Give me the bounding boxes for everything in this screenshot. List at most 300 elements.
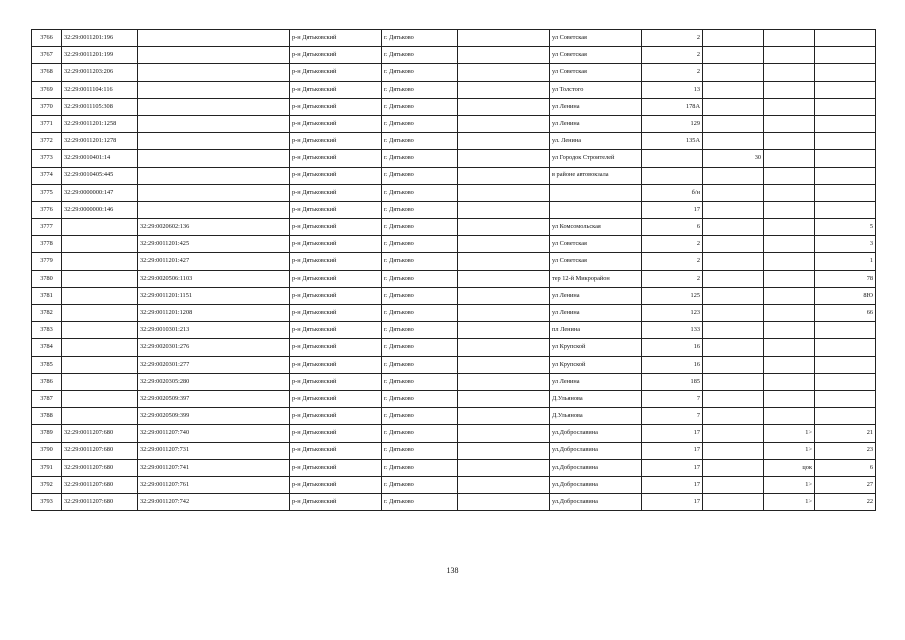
table-row	[32, 64, 876, 81]
cadastral-number-cell	[62, 322, 138, 339]
district-cell: р-н Дятьковский	[290, 356, 382, 373]
building-cell	[703, 47, 764, 64]
house-number-cell: 135А	[642, 133, 703, 150]
district-cell: р-н Дятьковский	[290, 305, 382, 322]
street-cell: Д.Ульянова	[550, 390, 642, 407]
city-cell: г. Дятьково	[382, 305, 458, 322]
street-cell: ул Комсомольская	[550, 219, 642, 236]
row-number-cell: 3779	[32, 253, 62, 270]
object-cadastral-number-cell: 32:29:0011207:742	[138, 494, 290, 511]
cadastral-number-cell	[62, 270, 138, 287]
street-cell: ул Городок Строителей	[550, 150, 642, 167]
street-cell: ул.Доброславина	[550, 442, 642, 459]
street-cell	[550, 184, 642, 201]
blank-cell	[458, 459, 550, 476]
street-cell: ул Крупской	[550, 339, 642, 356]
building-cell	[703, 305, 764, 322]
street-cell: ул Ленина	[550, 115, 642, 132]
apartment-number-cell	[815, 81, 876, 98]
registry-table	[31, 29, 876, 511]
table-row	[32, 115, 876, 132]
row-number-cell: 3773	[32, 150, 62, 167]
street-cell: ул Советская	[550, 30, 642, 47]
district-cell: р-н Дятьковский	[290, 133, 382, 150]
cadastral-number-cell	[62, 236, 138, 253]
building-cell	[703, 98, 764, 115]
object-cadastral-number-cell	[138, 201, 290, 218]
row-number-cell: 3789	[32, 425, 62, 442]
table-row	[32, 339, 876, 356]
building-cell	[703, 236, 764, 253]
row-number-cell: 3778	[32, 236, 62, 253]
building-cell	[703, 390, 764, 407]
house-number-cell: 2	[642, 64, 703, 81]
street-cell: ул Крупской	[550, 356, 642, 373]
table-row	[32, 408, 876, 425]
cadastral-number-cell: 32:29:0011207:680	[62, 442, 138, 459]
apartment-number-cell	[815, 356, 876, 373]
building-cell	[703, 270, 764, 287]
street-cell: Д.Ульянова	[550, 408, 642, 425]
cadastral-number-cell	[62, 408, 138, 425]
city-cell: г. Дятьково	[382, 30, 458, 47]
district-cell: р-н Дятьковский	[290, 253, 382, 270]
cadastral-number-cell: 32:29:0010401:14	[62, 150, 138, 167]
table-row	[32, 150, 876, 167]
object-cadastral-number-cell: 32:29:0011201:425	[138, 236, 290, 253]
table-row	[32, 236, 876, 253]
city-cell: г. Дятьково	[382, 115, 458, 132]
cadastral-number-cell	[62, 373, 138, 390]
blank-cell	[458, 494, 550, 511]
city-cell: г. Дятьково	[382, 219, 458, 236]
floor-cell	[764, 270, 815, 287]
street-cell: ул Толстого	[550, 81, 642, 98]
blank-cell	[458, 115, 550, 132]
floor-cell	[764, 236, 815, 253]
cadastral-number-cell	[62, 356, 138, 373]
city-cell: г. Дятьково	[382, 494, 458, 511]
building-cell	[703, 339, 764, 356]
apartment-number-cell	[815, 322, 876, 339]
building-cell	[703, 64, 764, 81]
object-cadastral-number-cell: 32:29:0011207:761	[138, 476, 290, 493]
cadastral-number-cell: 32:29:0000000:147	[62, 184, 138, 201]
house-number-cell: 13	[642, 81, 703, 98]
object-cadastral-number-cell: 32:29:0020509:397	[138, 390, 290, 407]
apartment-number-cell: 6	[815, 459, 876, 476]
cadastral-number-cell: 32:29:0011201:1278	[62, 133, 138, 150]
building-cell	[703, 408, 764, 425]
building-cell	[703, 253, 764, 270]
object-cadastral-number-cell: 32:29:0011207:741	[138, 459, 290, 476]
blank-cell	[458, 408, 550, 425]
table-row	[32, 184, 876, 201]
object-cadastral-number-cell	[138, 133, 290, 150]
street-cell: ул Ленина	[550, 98, 642, 115]
building-cell	[703, 442, 764, 459]
table-row	[32, 219, 876, 236]
city-cell: г. Дятьково	[382, 253, 458, 270]
apartment-number-cell: 5	[815, 219, 876, 236]
street-cell	[550, 201, 642, 218]
floor-cell	[764, 167, 815, 184]
street-cell: ул.Доброславина	[550, 425, 642, 442]
apartment-number-cell	[815, 30, 876, 47]
city-cell: г. Дятьково	[382, 270, 458, 287]
district-cell: р-н Дятьковский	[290, 442, 382, 459]
table-row	[32, 253, 876, 270]
city-cell: г. Дятьково	[382, 287, 458, 304]
blank-cell	[458, 150, 550, 167]
city-cell: г. Дятьково	[382, 459, 458, 476]
object-cadastral-number-cell	[138, 81, 290, 98]
house-number-cell	[642, 150, 703, 167]
cadastral-number-cell: 32:29:0011104:116	[62, 81, 138, 98]
house-number-cell: 7	[642, 390, 703, 407]
object-cadastral-number-cell	[138, 150, 290, 167]
table-row	[32, 494, 876, 511]
table-row	[32, 133, 876, 150]
blank-cell	[458, 476, 550, 493]
cadastral-number-cell: 32:29:0011207:680	[62, 459, 138, 476]
district-cell: р-н Дятьковский	[290, 494, 382, 511]
building-cell	[703, 184, 764, 201]
table-row	[32, 442, 876, 459]
object-cadastral-number-cell	[138, 184, 290, 201]
building-cell	[703, 81, 764, 98]
apartment-number-cell	[815, 390, 876, 407]
blank-cell	[458, 425, 550, 442]
house-number-cell: б/н	[642, 184, 703, 201]
blank-cell	[458, 167, 550, 184]
floor-cell: 1>	[764, 494, 815, 511]
building-cell	[703, 494, 764, 511]
row-number-cell: 3771	[32, 115, 62, 132]
building-cell	[703, 322, 764, 339]
object-cadastral-number-cell: 32:29:0010301:213	[138, 322, 290, 339]
city-cell: г. Дятьково	[382, 390, 458, 407]
blank-cell	[458, 47, 550, 64]
house-number-cell: 178А	[642, 98, 703, 115]
street-cell: ул Ленина	[550, 305, 642, 322]
apartment-number-cell: 8Ю	[815, 287, 876, 304]
object-cadastral-number-cell: 32:29:0011207:740	[138, 425, 290, 442]
district-cell: р-н Дятьковский	[290, 322, 382, 339]
cadastral-number-cell: 32:29:0011207:680	[62, 425, 138, 442]
table-row	[32, 98, 876, 115]
row-number-cell: 3776	[32, 201, 62, 218]
object-cadastral-number-cell: 32:29:0020305:280	[138, 373, 290, 390]
blank-cell	[458, 442, 550, 459]
district-cell: р-н Дятьковский	[290, 425, 382, 442]
apartment-number-cell: 27	[815, 476, 876, 493]
apartment-number-cell	[815, 201, 876, 218]
house-number-cell: 17	[642, 201, 703, 218]
floor-cell	[764, 373, 815, 390]
blank-cell	[458, 98, 550, 115]
floor-cell	[764, 408, 815, 425]
cadastral-number-cell	[62, 219, 138, 236]
house-number-cell: 17	[642, 494, 703, 511]
object-cadastral-number-cell: 32:29:0011201:1151	[138, 287, 290, 304]
apartment-number-cell	[815, 339, 876, 356]
blank-cell	[458, 30, 550, 47]
object-cadastral-number-cell: 32:29:0020602:136	[138, 219, 290, 236]
city-cell: г. Дятьково	[382, 373, 458, 390]
cadastral-number-cell	[62, 305, 138, 322]
object-cadastral-number-cell: 32:29:0020509:399	[138, 408, 290, 425]
object-cadastral-number-cell	[138, 47, 290, 64]
city-cell: г. Дятьково	[382, 356, 458, 373]
cadastral-number-cell: 32:29:0011203:206	[62, 64, 138, 81]
apartment-number-cell	[815, 150, 876, 167]
apartment-number-cell: 22	[815, 494, 876, 511]
house-number-cell: 16	[642, 339, 703, 356]
object-cadastral-number-cell: 32:29:0011207:731	[138, 442, 290, 459]
district-cell: р-н Дятьковский	[290, 373, 382, 390]
cadastral-number-cell: 32:29:0011207:680	[62, 494, 138, 511]
blank-cell	[458, 236, 550, 253]
apartment-number-cell: 3	[815, 236, 876, 253]
row-number-cell: 3791	[32, 459, 62, 476]
district-cell: р-н Дятьковский	[290, 64, 382, 81]
street-cell: ул Ленина	[550, 373, 642, 390]
building-cell	[703, 373, 764, 390]
district-cell: р-н Дятьковский	[290, 287, 382, 304]
object-cadastral-number-cell	[138, 64, 290, 81]
page-number: 138	[446, 566, 459, 575]
city-cell: г. Дятьково	[382, 150, 458, 167]
row-number-cell: 3774	[32, 167, 62, 184]
street-cell: ул.Доброславина	[550, 494, 642, 511]
apartment-number-cell	[815, 373, 876, 390]
street-cell: ул.Доброславина	[550, 459, 642, 476]
table-row	[32, 322, 876, 339]
table-row	[32, 373, 876, 390]
street-cell: ул Советская	[550, 47, 642, 64]
city-cell: г. Дятьково	[382, 476, 458, 493]
floor-cell: цок	[764, 459, 815, 476]
blank-cell	[458, 287, 550, 304]
city-cell: г. Дятьково	[382, 167, 458, 184]
district-cell: р-н Дятьковский	[290, 459, 382, 476]
building-cell	[703, 167, 764, 184]
blank-cell	[458, 270, 550, 287]
street-cell: в районе автовокзала	[550, 167, 642, 184]
district-cell: р-н Дятьковский	[290, 150, 382, 167]
cadastral-number-cell: 32:29:0011201:1258	[62, 115, 138, 132]
row-number-cell: 3788	[32, 408, 62, 425]
district-cell: р-н Дятьковский	[290, 30, 382, 47]
building-cell: 30	[703, 150, 764, 167]
blank-cell	[458, 322, 550, 339]
district-cell: р-н Дятьковский	[290, 184, 382, 201]
district-cell: р-н Дятьковский	[290, 476, 382, 493]
cadastral-number-cell	[62, 339, 138, 356]
floor-cell	[764, 30, 815, 47]
apartment-number-cell	[815, 133, 876, 150]
blank-cell	[458, 253, 550, 270]
house-number-cell: 7	[642, 408, 703, 425]
building-cell	[703, 476, 764, 493]
apartment-number-cell	[815, 167, 876, 184]
apartment-number-cell	[815, 98, 876, 115]
object-cadastral-number-cell	[138, 98, 290, 115]
row-number-cell: 3785	[32, 356, 62, 373]
row-number-cell: 3787	[32, 390, 62, 407]
city-cell: г. Дятьково	[382, 81, 458, 98]
district-cell: р-н Дятьковский	[290, 98, 382, 115]
cadastral-number-cell: 32:29:0010405:445	[62, 167, 138, 184]
district-cell: р-н Дятьковский	[290, 390, 382, 407]
apartment-number-cell: 21	[815, 425, 876, 442]
district-cell: р-н Дятьковский	[290, 167, 382, 184]
floor-cell	[764, 150, 815, 167]
apartment-number-cell	[815, 64, 876, 81]
table-row	[32, 305, 876, 322]
building-cell	[703, 133, 764, 150]
floor-cell: 1>	[764, 442, 815, 459]
street-cell: тер 12-й Микрорайон	[550, 270, 642, 287]
house-number-cell	[642, 167, 703, 184]
city-cell: г. Дятьково	[382, 98, 458, 115]
table-row	[32, 476, 876, 493]
blank-cell	[458, 356, 550, 373]
house-number-cell: 2	[642, 236, 703, 253]
object-cadastral-number-cell: 32:29:0020506:1103	[138, 270, 290, 287]
floor-cell	[764, 115, 815, 132]
street-cell: пл Ленина	[550, 322, 642, 339]
district-cell: р-н Дятьковский	[290, 115, 382, 132]
table-row	[32, 356, 876, 373]
blank-cell	[458, 133, 550, 150]
cadastral-number-cell: 32:29:0011201:199	[62, 47, 138, 64]
row-number-cell: 3783	[32, 322, 62, 339]
district-cell: р-н Дятьковский	[290, 219, 382, 236]
floor-cell	[764, 98, 815, 115]
floor-cell	[764, 322, 815, 339]
house-number-cell: 2	[642, 47, 703, 64]
object-cadastral-number-cell: 32:29:0011201:427	[138, 253, 290, 270]
city-cell: г. Дятьково	[382, 442, 458, 459]
floor-cell	[764, 184, 815, 201]
object-cadastral-number-cell	[138, 115, 290, 132]
blank-cell	[458, 81, 550, 98]
row-number-cell: 3777	[32, 219, 62, 236]
apartment-number-cell: 66	[815, 305, 876, 322]
row-number-cell: 3780	[32, 270, 62, 287]
city-cell: г. Дятьково	[382, 322, 458, 339]
floor-cell	[764, 253, 815, 270]
table-row	[32, 201, 876, 218]
city-cell: г. Дятьково	[382, 201, 458, 218]
apartment-number-cell	[815, 408, 876, 425]
floor-cell	[764, 305, 815, 322]
cadastral-number-cell	[62, 390, 138, 407]
blank-cell	[458, 201, 550, 218]
apartment-number-cell: 78	[815, 270, 876, 287]
city-cell: г. Дятьково	[382, 47, 458, 64]
row-number-cell: 3793	[32, 494, 62, 511]
table-row	[32, 270, 876, 287]
street-cell: ул.Доброславина	[550, 476, 642, 493]
floor-cell	[764, 47, 815, 64]
city-cell: г. Дятьково	[382, 339, 458, 356]
row-number-cell: 3781	[32, 287, 62, 304]
apartment-number-cell	[815, 47, 876, 64]
table-row	[32, 47, 876, 64]
object-cadastral-number-cell: 32:29:0020301:276	[138, 339, 290, 356]
row-number-cell: 3775	[32, 184, 62, 201]
row-number-cell: 3766	[32, 30, 62, 47]
floor-cell	[764, 219, 815, 236]
row-number-cell: 3772	[32, 133, 62, 150]
street-cell: ул. Ленина	[550, 133, 642, 150]
building-cell	[703, 459, 764, 476]
district-cell: р-н Дятьковский	[290, 270, 382, 287]
apartment-number-cell: 23	[815, 442, 876, 459]
table-row	[32, 287, 876, 304]
floor-cell	[764, 287, 815, 304]
district-cell: р-н Дятьковский	[290, 236, 382, 253]
street-cell: ул Ленина	[550, 287, 642, 304]
building-cell	[703, 425, 764, 442]
table-row	[32, 167, 876, 184]
object-cadastral-number-cell: 32:29:0011201:1208	[138, 305, 290, 322]
apartment-number-cell	[815, 115, 876, 132]
row-number-cell: 3786	[32, 373, 62, 390]
blank-cell	[458, 373, 550, 390]
city-cell: г. Дятьково	[382, 133, 458, 150]
floor-cell	[764, 390, 815, 407]
table-row	[32, 459, 876, 476]
house-number-cell: 17	[642, 425, 703, 442]
cadastral-number-cell	[62, 287, 138, 304]
house-number-cell: 17	[642, 476, 703, 493]
apartment-number-cell: 1	[815, 253, 876, 270]
district-cell: р-н Дятьковский	[290, 47, 382, 64]
house-number-cell: 16	[642, 356, 703, 373]
building-cell	[703, 287, 764, 304]
city-cell: г. Дятьково	[382, 184, 458, 201]
blank-cell	[458, 305, 550, 322]
floor-cell	[764, 201, 815, 218]
row-number-cell: 3769	[32, 81, 62, 98]
street-cell: ул Советская	[550, 64, 642, 81]
cadastral-number-cell: 32:29:0000000:146	[62, 201, 138, 218]
floor-cell	[764, 133, 815, 150]
house-number-cell: 185	[642, 373, 703, 390]
row-number-cell: 3792	[32, 476, 62, 493]
row-number-cell: 3767	[32, 47, 62, 64]
house-number-cell: 125	[642, 287, 703, 304]
apartment-number-cell	[815, 184, 876, 201]
building-cell	[703, 356, 764, 373]
house-number-cell: 129	[642, 115, 703, 132]
house-number-cell: 123	[642, 305, 703, 322]
city-cell: г. Дятьково	[382, 425, 458, 442]
floor-cell: 1>	[764, 425, 815, 442]
house-number-cell: 17	[642, 442, 703, 459]
object-cadastral-number-cell: 32:29:0020301:277	[138, 356, 290, 373]
table-row	[32, 30, 876, 47]
blank-cell	[458, 339, 550, 356]
building-cell	[703, 30, 764, 47]
row-number-cell: 3784	[32, 339, 62, 356]
floor-cell	[764, 356, 815, 373]
house-number-cell: 2	[642, 270, 703, 287]
